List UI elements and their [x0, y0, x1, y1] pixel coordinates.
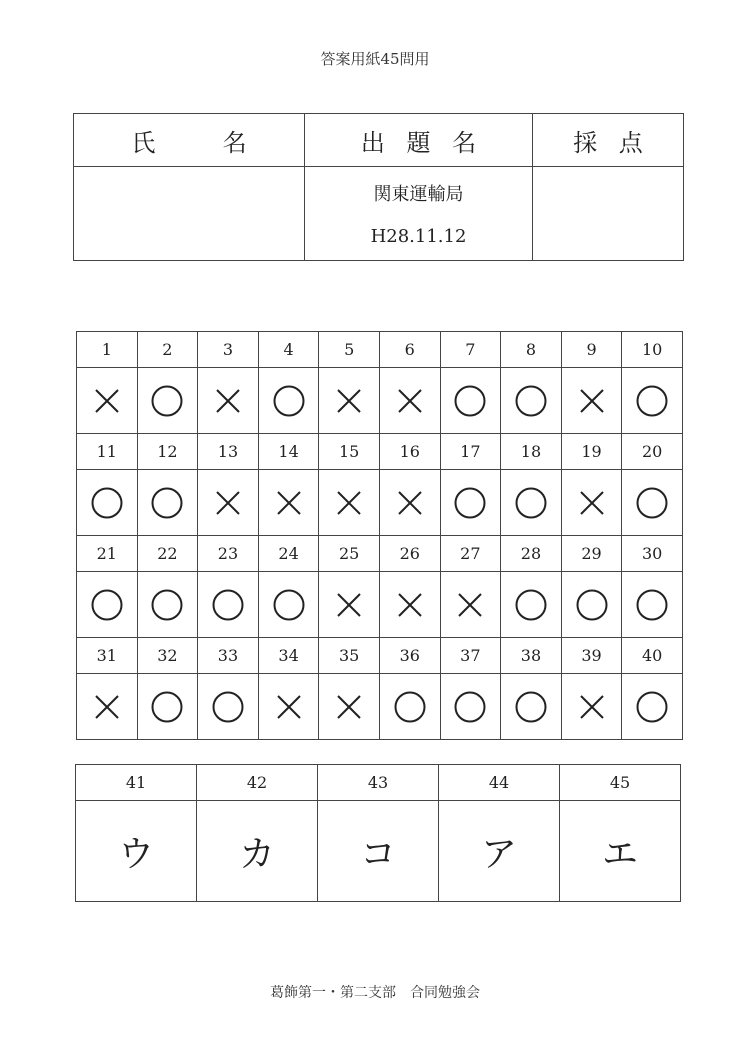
circle-mark-icon	[210, 587, 246, 623]
answer-cell	[77, 572, 138, 638]
cross-mark-icon	[210, 383, 246, 419]
footer-text: 葛飾第一・第二支部 合同勉強会	[270, 985, 480, 1001]
sheet-title: 答案用紙45問用	[320, 50, 430, 68]
question-number: 21	[77, 536, 138, 572]
circle-mark-icon	[149, 689, 185, 725]
answer-cell	[137, 674, 198, 740]
name-field[interactable]	[74, 167, 305, 261]
answer-cell	[622, 572, 683, 638]
answer-cell	[501, 470, 562, 536]
answer-cell	[319, 470, 380, 536]
question-number: 31	[77, 638, 138, 674]
answer-cell	[561, 368, 622, 434]
answer-cell	[379, 674, 440, 740]
exam-info	[305, 167, 533, 261]
cross-mark-icon	[89, 383, 125, 419]
cross-mark-icon	[392, 485, 428, 521]
answer-cell	[319, 674, 380, 740]
answer-cell	[137, 572, 198, 638]
cross-mark-icon	[574, 485, 610, 521]
circle-mark-icon	[513, 383, 549, 419]
answer-cell	[440, 572, 501, 638]
cross-mark-icon	[331, 689, 367, 725]
question-number: 43	[318, 765, 439, 801]
circle-mark-icon	[452, 485, 488, 521]
question-number: 5	[319, 332, 380, 368]
exam-date: H28.11.12	[370, 226, 467, 247]
question-number: 41	[76, 765, 197, 801]
circle-mark-icon	[513, 689, 549, 725]
answer-cell	[561, 674, 622, 740]
answer-cell	[622, 470, 683, 536]
question-number: 35	[319, 638, 380, 674]
question-number: 4	[258, 332, 319, 368]
answer-cell	[501, 674, 562, 740]
exam-header: 出題名	[305, 114, 533, 167]
cross-mark-icon	[331, 587, 367, 623]
answer-cell	[440, 470, 501, 536]
question-number: 23	[198, 536, 259, 572]
question-number: 11	[77, 434, 138, 470]
question-number: 32	[137, 638, 198, 674]
question-number: 40	[622, 638, 683, 674]
question-number: 38	[501, 638, 562, 674]
circle-mark-icon	[574, 587, 610, 623]
circle-mark-icon	[149, 485, 185, 521]
cross-mark-icon	[392, 587, 428, 623]
question-number: 19	[561, 434, 622, 470]
question-number: 36	[379, 638, 440, 674]
answer-cell	[258, 572, 319, 638]
question-number: 18	[501, 434, 562, 470]
circle-mark-icon	[271, 383, 307, 419]
question-number: 14	[258, 434, 319, 470]
answer-cell	[440, 674, 501, 740]
answer-cell	[77, 368, 138, 434]
circle-mark-icon	[149, 587, 185, 623]
cross-mark-icon	[392, 383, 428, 419]
circle-mark-icon	[452, 689, 488, 725]
circle-mark-icon	[149, 383, 185, 419]
answer-cell	[561, 470, 622, 536]
choice-answer: エ	[560, 801, 681, 902]
circle-mark-icon	[89, 485, 125, 521]
cross-mark-icon	[452, 587, 488, 623]
question-number: 6	[379, 332, 440, 368]
question-number: 2	[137, 332, 198, 368]
question-number: 16	[379, 434, 440, 470]
question-number: 12	[137, 434, 198, 470]
answer-cell	[137, 470, 198, 536]
question-number: 37	[440, 638, 501, 674]
cross-mark-icon	[89, 689, 125, 725]
circle-mark-icon	[634, 485, 670, 521]
question-number: 20	[622, 434, 683, 470]
circle-mark-icon	[271, 587, 307, 623]
question-number: 9	[561, 332, 622, 368]
answer-cell	[77, 470, 138, 536]
answer-cell	[440, 368, 501, 434]
circle-mark-icon	[392, 689, 428, 725]
question-number: 7	[440, 332, 501, 368]
choice-answer: ウ	[76, 801, 197, 902]
question-number: 13	[198, 434, 259, 470]
answer-cell	[379, 470, 440, 536]
cross-mark-icon	[574, 383, 610, 419]
answer-grid	[76, 331, 683, 740]
question-number: 1	[77, 332, 138, 368]
answer-cell	[501, 368, 562, 434]
question-number: 45	[560, 765, 681, 801]
name-header: 氏 名	[74, 114, 305, 167]
cross-mark-icon	[331, 485, 367, 521]
answer-cell	[379, 368, 440, 434]
answer-cell	[198, 368, 259, 434]
question-number: 8	[501, 332, 562, 368]
choice-answer: コ	[318, 801, 439, 902]
answer-cell	[501, 572, 562, 638]
circle-mark-icon	[634, 689, 670, 725]
choice-answer: カ	[197, 801, 318, 902]
question-number: 10	[622, 332, 683, 368]
question-number: 28	[501, 536, 562, 572]
answer-cell	[561, 572, 622, 638]
answer-cell	[319, 572, 380, 638]
answer-cell	[258, 470, 319, 536]
circle-mark-icon	[634, 383, 670, 419]
question-number: 44	[439, 765, 560, 801]
answer-cell	[198, 674, 259, 740]
choice-answer: ア	[439, 801, 560, 902]
cross-mark-icon	[271, 485, 307, 521]
circle-mark-icon	[89, 587, 125, 623]
score-field[interactable]	[533, 167, 684, 261]
cross-mark-icon	[331, 383, 367, 419]
circle-mark-icon	[452, 383, 488, 419]
question-number: 29	[561, 536, 622, 572]
circle-mark-icon	[513, 485, 549, 521]
cross-mark-icon	[574, 689, 610, 725]
answer-cell	[258, 368, 319, 434]
cross-mark-icon	[210, 485, 246, 521]
question-number: 15	[319, 434, 380, 470]
circle-mark-icon	[513, 587, 549, 623]
answer-cell	[379, 572, 440, 638]
answer-cell	[622, 368, 683, 434]
answer-cell	[77, 674, 138, 740]
question-number: 25	[319, 536, 380, 572]
circle-mark-icon	[634, 587, 670, 623]
score-header: 採点	[533, 114, 684, 167]
cross-mark-icon	[271, 689, 307, 725]
question-number: 17	[440, 434, 501, 470]
question-number: 39	[561, 638, 622, 674]
question-number: 26	[379, 536, 440, 572]
question-number: 3	[198, 332, 259, 368]
exam-organization: 関東運輸局	[373, 184, 464, 205]
answer-cell	[198, 470, 259, 536]
answer-cell	[198, 572, 259, 638]
choice-grid	[75, 764, 681, 902]
question-number: 22	[137, 536, 198, 572]
answer-cell	[258, 674, 319, 740]
header-table	[73, 113, 684, 261]
question-number: 33	[198, 638, 259, 674]
answer-cell	[622, 674, 683, 740]
question-number: 27	[440, 536, 501, 572]
answer-cell	[319, 368, 380, 434]
question-number: 30	[622, 536, 683, 572]
circle-mark-icon	[210, 689, 246, 725]
question-number: 34	[258, 638, 319, 674]
question-number: 24	[258, 536, 319, 572]
question-number: 42	[197, 765, 318, 801]
answer-cell	[137, 368, 198, 434]
